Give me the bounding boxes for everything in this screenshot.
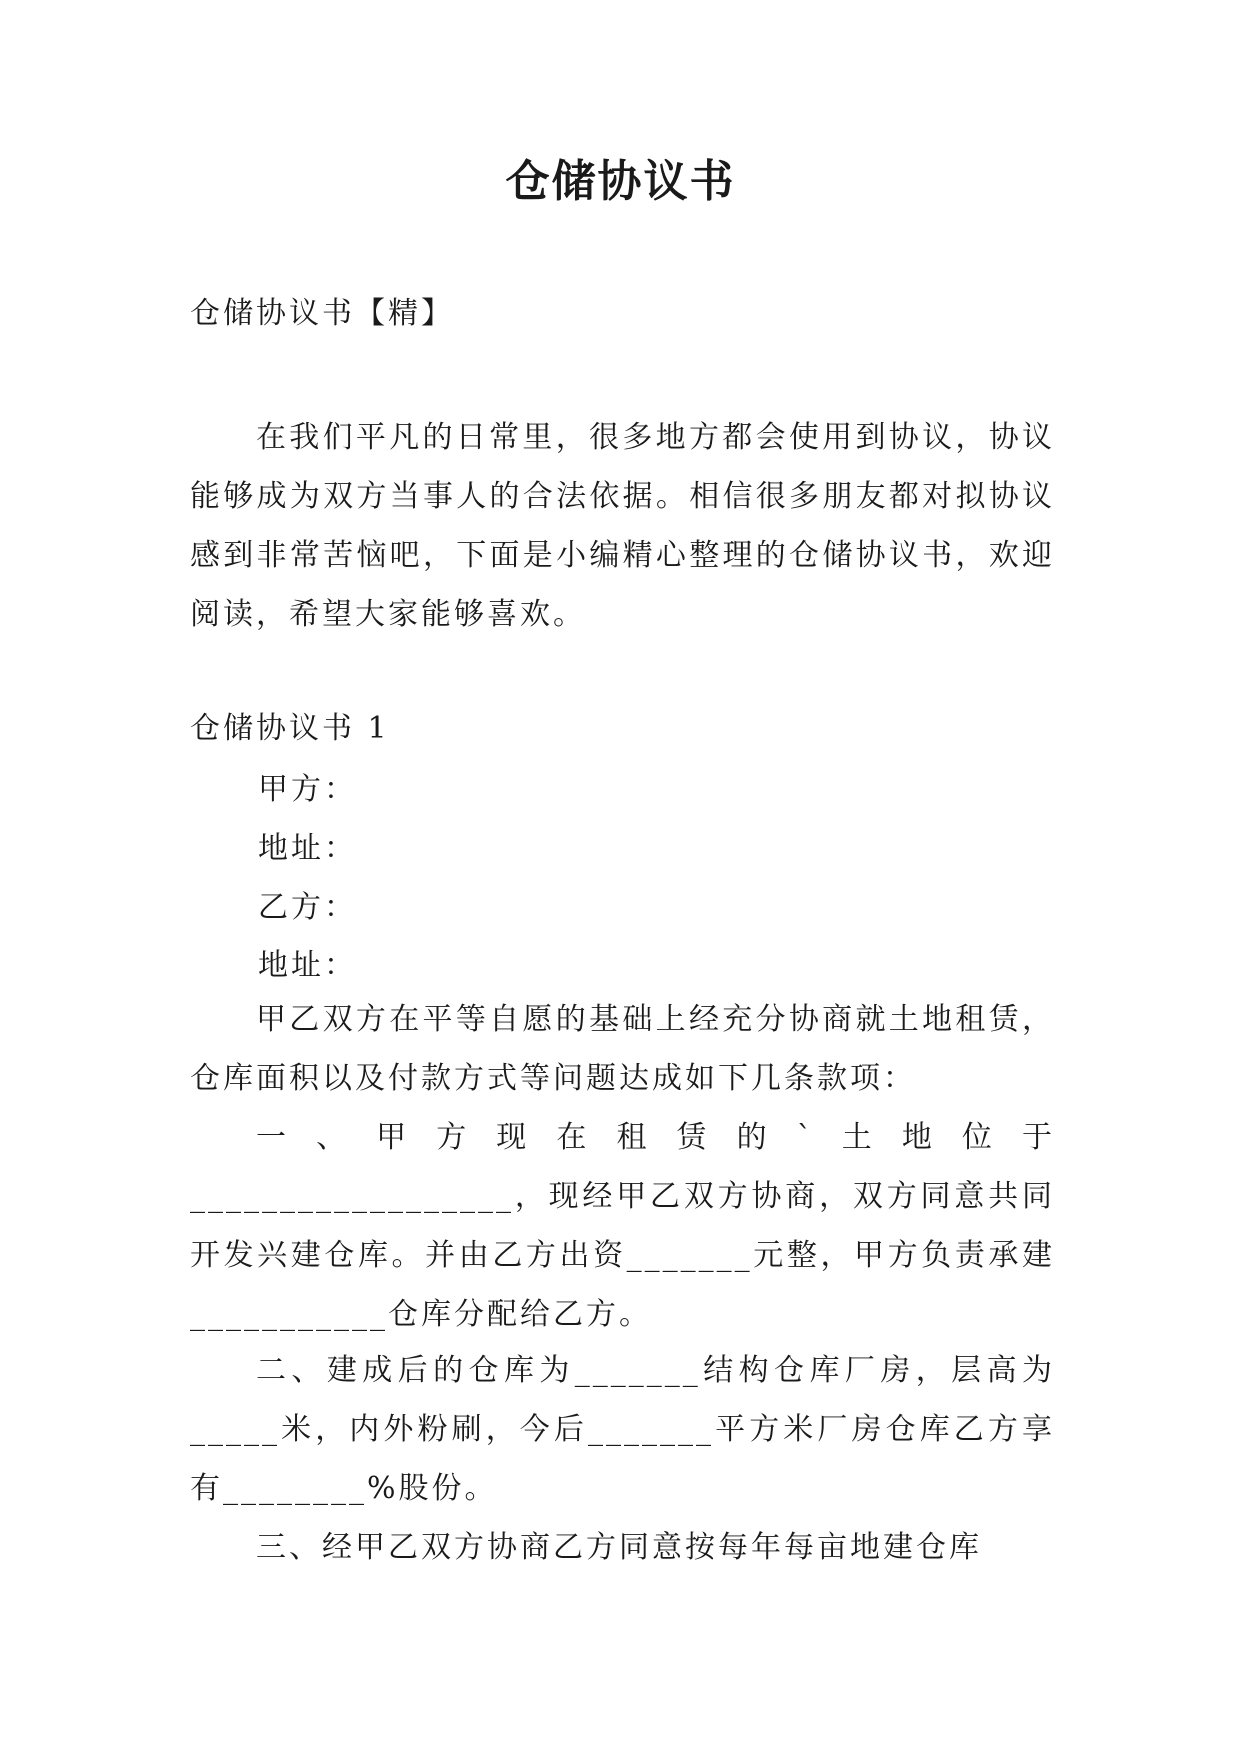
- document-title: 仓储协议书: [505, 156, 736, 207]
- party-b-address-field: 地址：: [258, 948, 357, 983]
- document-subtitle: 仓储协议书【精】: [190, 296, 454, 331]
- party-a-field: 甲方：: [258, 772, 357, 807]
- clause-3-paragraph: 三、经甲乙双方协商乙方同意按每年每亩地建仓库: [256, 1530, 982, 1565]
- clause-1-paragraph: 一、甲方现在租赁的`土地位于__________________，现经甲乙双方协商，双方同意共同开发兴建仓库。并由乙方出资_______元整，甲方负责承建___________仓库分配给乙方。: [190, 1120, 1055, 1332]
- clause-2-paragraph: 二、建成后的仓库为_______结构仓库厂房，层高为_____米，内外粉刷，今后_______平方米厂房仓库乙方享有________%股份。: [190, 1353, 1055, 1506]
- party-b-field: 乙方：: [258, 890, 357, 925]
- agreement-intro-paragraph: 甲乙双方在平等自愿的基础上经充分协商就土地租赁，仓库面积以及付款方式等问题达成如下几条款项：: [190, 1002, 1055, 1096]
- section-title: 仓储协议书 1: [190, 711, 390, 746]
- intro-paragraph: 在我们平凡的日常里，很多地方都会使用到协议，协议能够成为双方当事人的合法依据。相信很多朋友都对拟协议感到非常苦恼吧，下面是小编精心整理的仓储协议书，欢迎阅读，希望大家能够喜欢。: [190, 420, 1055, 632]
- party-a-address-field: 地址：: [258, 831, 357, 866]
